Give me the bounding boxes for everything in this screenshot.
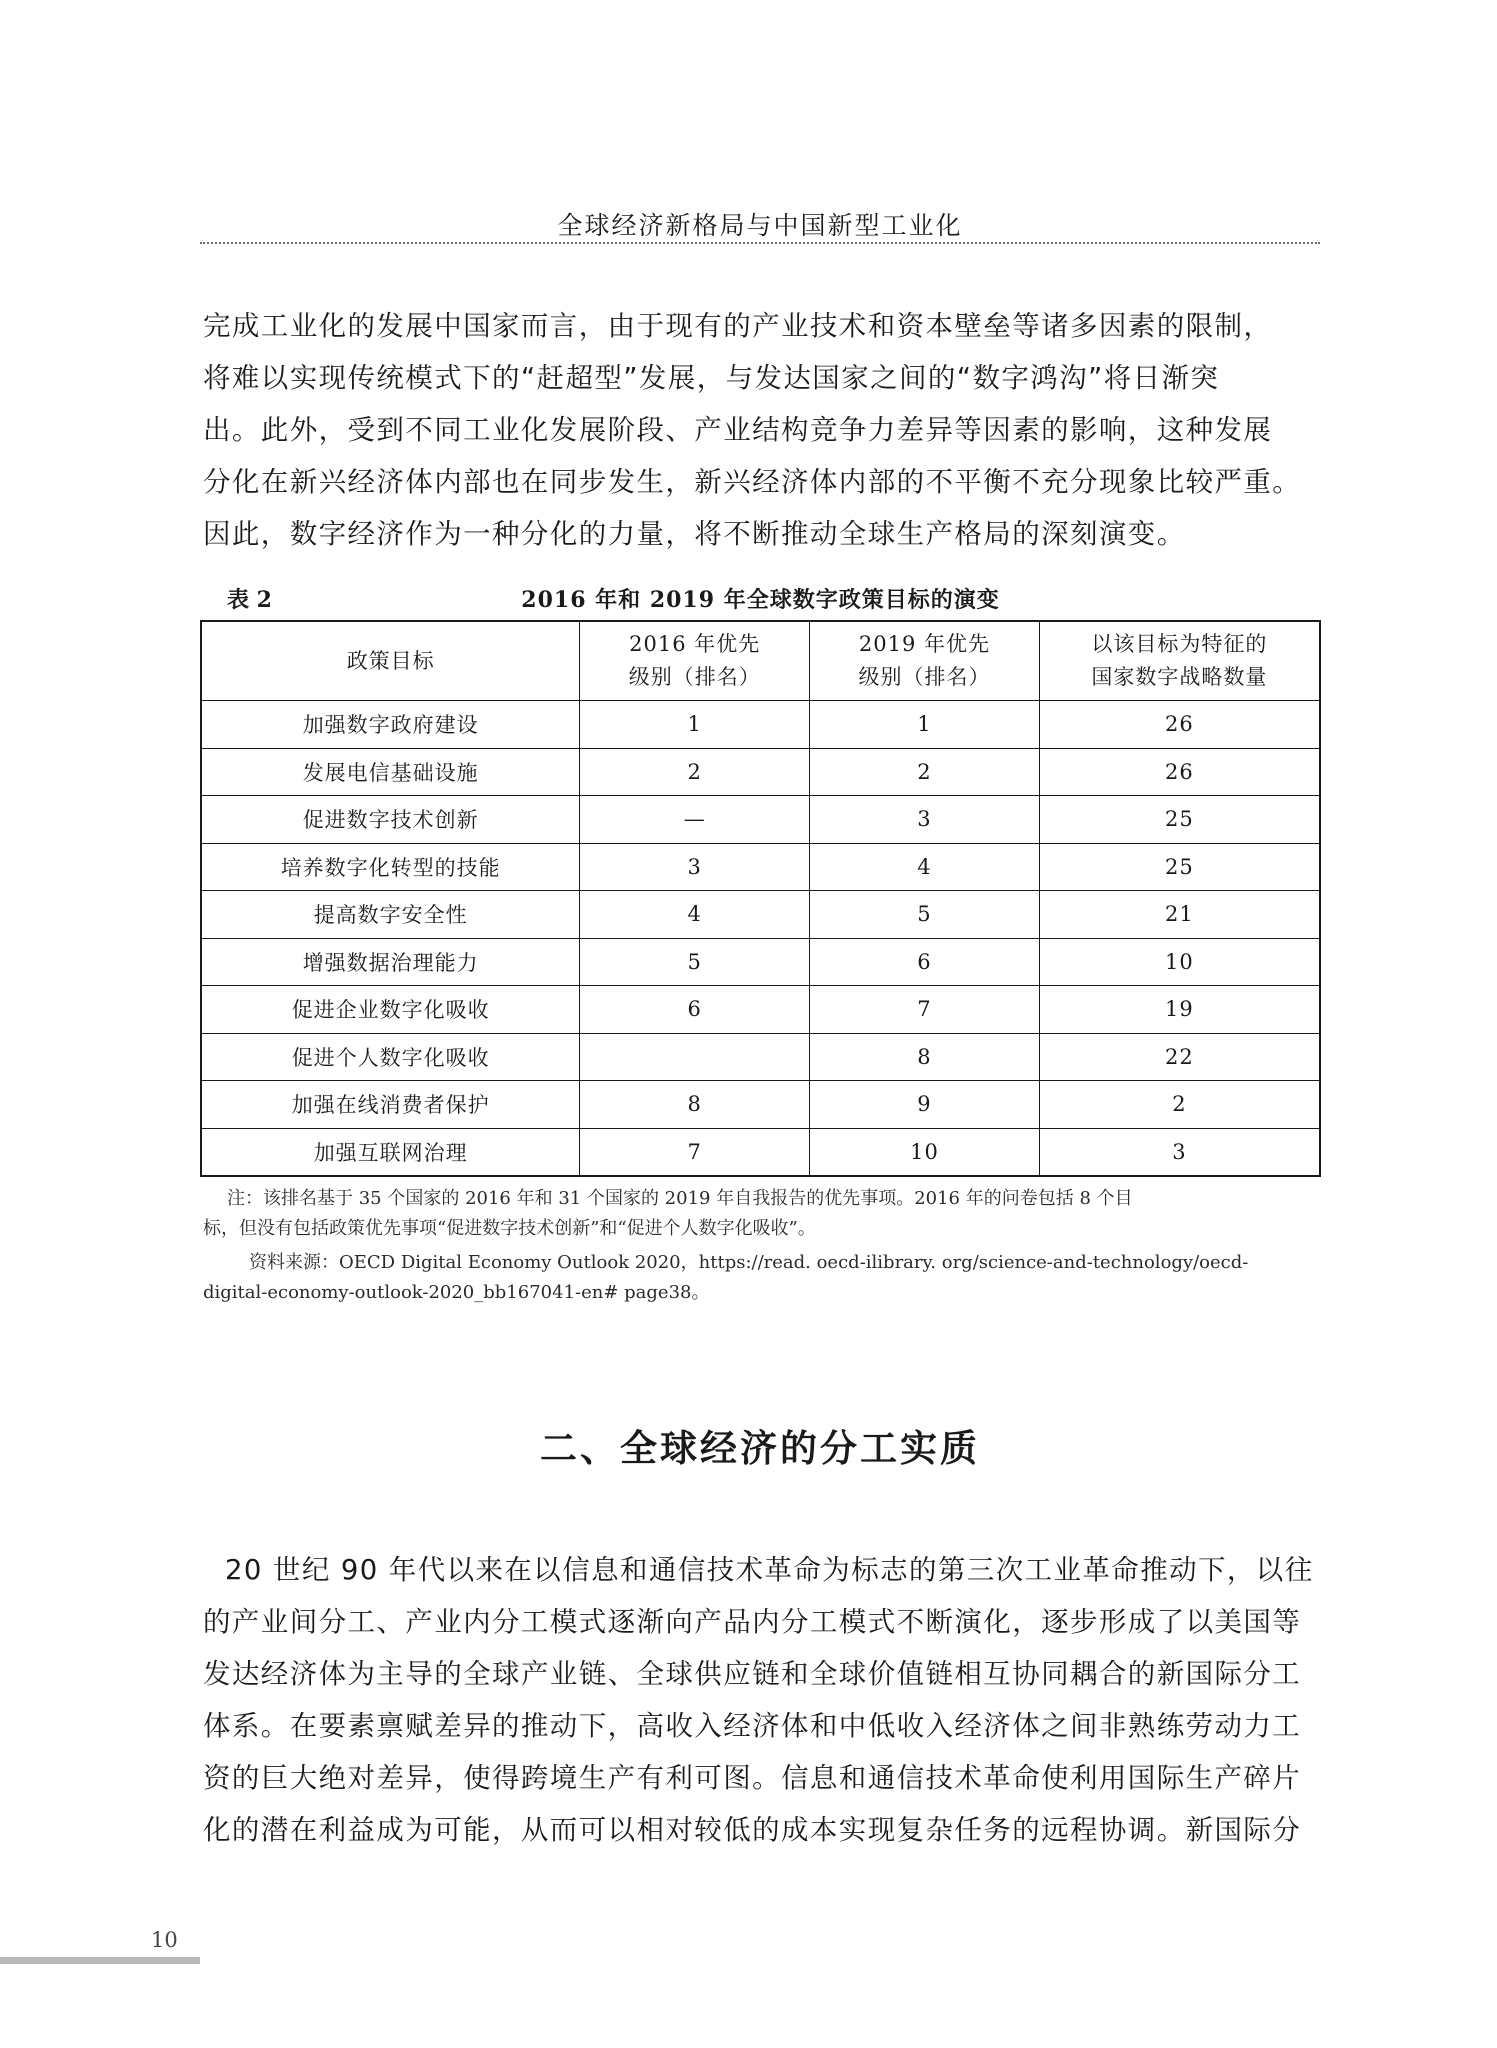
- cell-goal: 加强在线消费者保护: [201, 1081, 580, 1129]
- cell-count: 26: [1039, 748, 1320, 796]
- cell-rank-2016: 6: [580, 986, 810, 1034]
- header-2016-rank: 2016 年优先 级别（排名）: [580, 621, 810, 701]
- paragraph-line: 资的巨大绝对差异，使得跨境生产有利可图。信息和通信技术革命使利用国际生产碎片: [203, 1762, 1302, 1794]
- cell-goal: 促进数字技术创新: [201, 796, 580, 844]
- table-title: 2016 年和 2019 年全球数字政策目标的演变: [521, 587, 1000, 613]
- cell-goal: 加强数字政府建设: [201, 701, 580, 749]
- header-divider: [200, 242, 1320, 244]
- cell-rank-2019: 7: [810, 986, 1040, 1034]
- table-row: [201, 796, 1320, 844]
- cell-rank-2019: 2: [810, 748, 1040, 796]
- table-caption: [203, 583, 1318, 619]
- cell-rank-2019: 9: [810, 1081, 1040, 1129]
- cell-goal: 加强互联网治理: [201, 1128, 580, 1176]
- cell-rank-2016: 8: [580, 1081, 810, 1129]
- cell-count: 25: [1039, 796, 1320, 844]
- table-row: [201, 748, 1320, 796]
- cell-rank-2019: 5: [810, 891, 1040, 939]
- cell-rank-2016: 2: [580, 748, 810, 796]
- table-row: [201, 986, 1320, 1034]
- table-row: [201, 843, 1320, 891]
- table-row: [201, 938, 1320, 986]
- table-row: [201, 1128, 1320, 1176]
- cell-count: 21: [1039, 891, 1320, 939]
- section-heading: 二、全球经济的分工实质: [540, 1427, 980, 1470]
- cell-rank-2019: 3: [810, 796, 1040, 844]
- cell-rank-2016: [580, 1033, 810, 1081]
- cell-goal: 增强数据治理能力: [201, 938, 580, 986]
- header-policy-goal: 政策目标: [201, 621, 580, 701]
- cell-rank-2019: 6: [810, 938, 1040, 986]
- cell-rank-2016: 7: [580, 1128, 810, 1176]
- cell-goal: 促进个人数字化吸收: [201, 1033, 580, 1081]
- cell-goal: 发展电信基础设施: [201, 748, 580, 796]
- running-header: 全球经济新格局与中国新型工业化: [557, 211, 963, 240]
- paragraph-line: 将难以实现传统模式下的“赶超型”发展，与发达国家之间的“数字鸿沟”将日渐突: [203, 362, 1220, 394]
- cell-goal: 培养数字化转型的技能: [201, 843, 580, 891]
- paragraph-line: 20 世纪 90 年代以来在以信息和通信技术革命为标志的第三次工业革命推动下，以往: [225, 1554, 1314, 1586]
- cell-rank-2019: 1: [810, 701, 1040, 749]
- cell-rank-2016: 3: [580, 843, 810, 891]
- cell-rank-2016: 5: [580, 938, 810, 986]
- cell-goal: 提高数字安全性: [201, 891, 580, 939]
- cell-count: 19: [1039, 986, 1320, 1034]
- cell-rank-2016: 4: [580, 891, 810, 939]
- paragraph-line: 化的潜在利益成为可能，从而可以相对较低的成本实现复杂任务的远程协调。新国际分: [203, 1814, 1302, 1846]
- paragraph-line: 发达经济体为主导的全球产业链、全球供应链和全球价值链相互协同耦合的新国际分工: [203, 1658, 1302, 1690]
- paragraph-line: 的产业间分工、产业内分工模式逐渐向产品内分工模式不断演化，逐步形成了以美国等: [203, 1606, 1302, 1638]
- table-row: [201, 1033, 1320, 1081]
- cell-rank-2016: —: [580, 796, 810, 844]
- cell-count: 3: [1039, 1128, 1320, 1176]
- cell-rank-2019: 10: [810, 1128, 1040, 1176]
- cell-count: 2: [1039, 1081, 1320, 1129]
- cell-goal: 促进企业数字化吸收: [201, 986, 580, 1034]
- footer-bar: [0, 1957, 200, 1964]
- cell-count: 10: [1039, 938, 1320, 986]
- cell-count: 26: [1039, 701, 1320, 749]
- cell-count: 22: [1039, 1033, 1320, 1081]
- paragraph-line: 因此，数字经济作为一种分化的力量，将不断推动全球生产格局的深刻演变。: [203, 518, 1186, 550]
- table-row: [201, 701, 1320, 749]
- note-line: 标，但没有包括政策优先事项“促进数字技术创新”和“促进个人数字化吸收”。: [203, 1218, 816, 1239]
- source-line: digital-economy-outlook-2020_bb167041-en# page38。: [203, 1282, 710, 1303]
- header-strategy-count: 以该目标为特征的 国家数字战略数量: [1039, 621, 1320, 701]
- paragraph-line: 分化在新兴经济体内部也在同步发生，新兴经济体内部的不平衡不充分现象比较严重。: [203, 466, 1302, 498]
- table-row: [201, 891, 1320, 939]
- paragraph-line: 出。此外，受到不同工业化发展阶段、产业结构竞争力差异等因素的影响，这种发展: [203, 414, 1273, 446]
- cell-count: 25: [1039, 843, 1320, 891]
- page-number: 10: [151, 1928, 178, 1952]
- table-label: 表 2: [227, 587, 272, 613]
- table-header-row: [201, 621, 1320, 701]
- paragraph-line: 完成工业化的发展中国家而言，由于现有的产业技术和资本壁垒等诸多因素的限制，: [203, 310, 1273, 342]
- paragraph-line: 体系。在要素禀赋差异的推动下，高收入经济体和中低收入经济体之间非熟练劳动力工: [203, 1710, 1302, 1742]
- header-2019-rank: 2019 年优先 级别（排名）: [810, 621, 1040, 701]
- policy-goals-table: [200, 620, 1321, 1177]
- table-row: [201, 1081, 1320, 1129]
- cell-rank-2019: 4: [810, 843, 1040, 891]
- source-line: 资料来源：OECD Digital Economy Outlook 2020，https://read. oecd-ilibrary. org/science-and-technology/oecd-: [249, 1252, 1249, 1273]
- cell-rank-2016: 1: [580, 701, 810, 749]
- note-line: 注：该排名基于 35 个国家的 2016 年和 31 个国家的 2019 年自我报告的优先事项。2016 年的问卷包括 8 个目: [227, 1188, 1133, 1209]
- cell-rank-2019: 8: [810, 1033, 1040, 1081]
